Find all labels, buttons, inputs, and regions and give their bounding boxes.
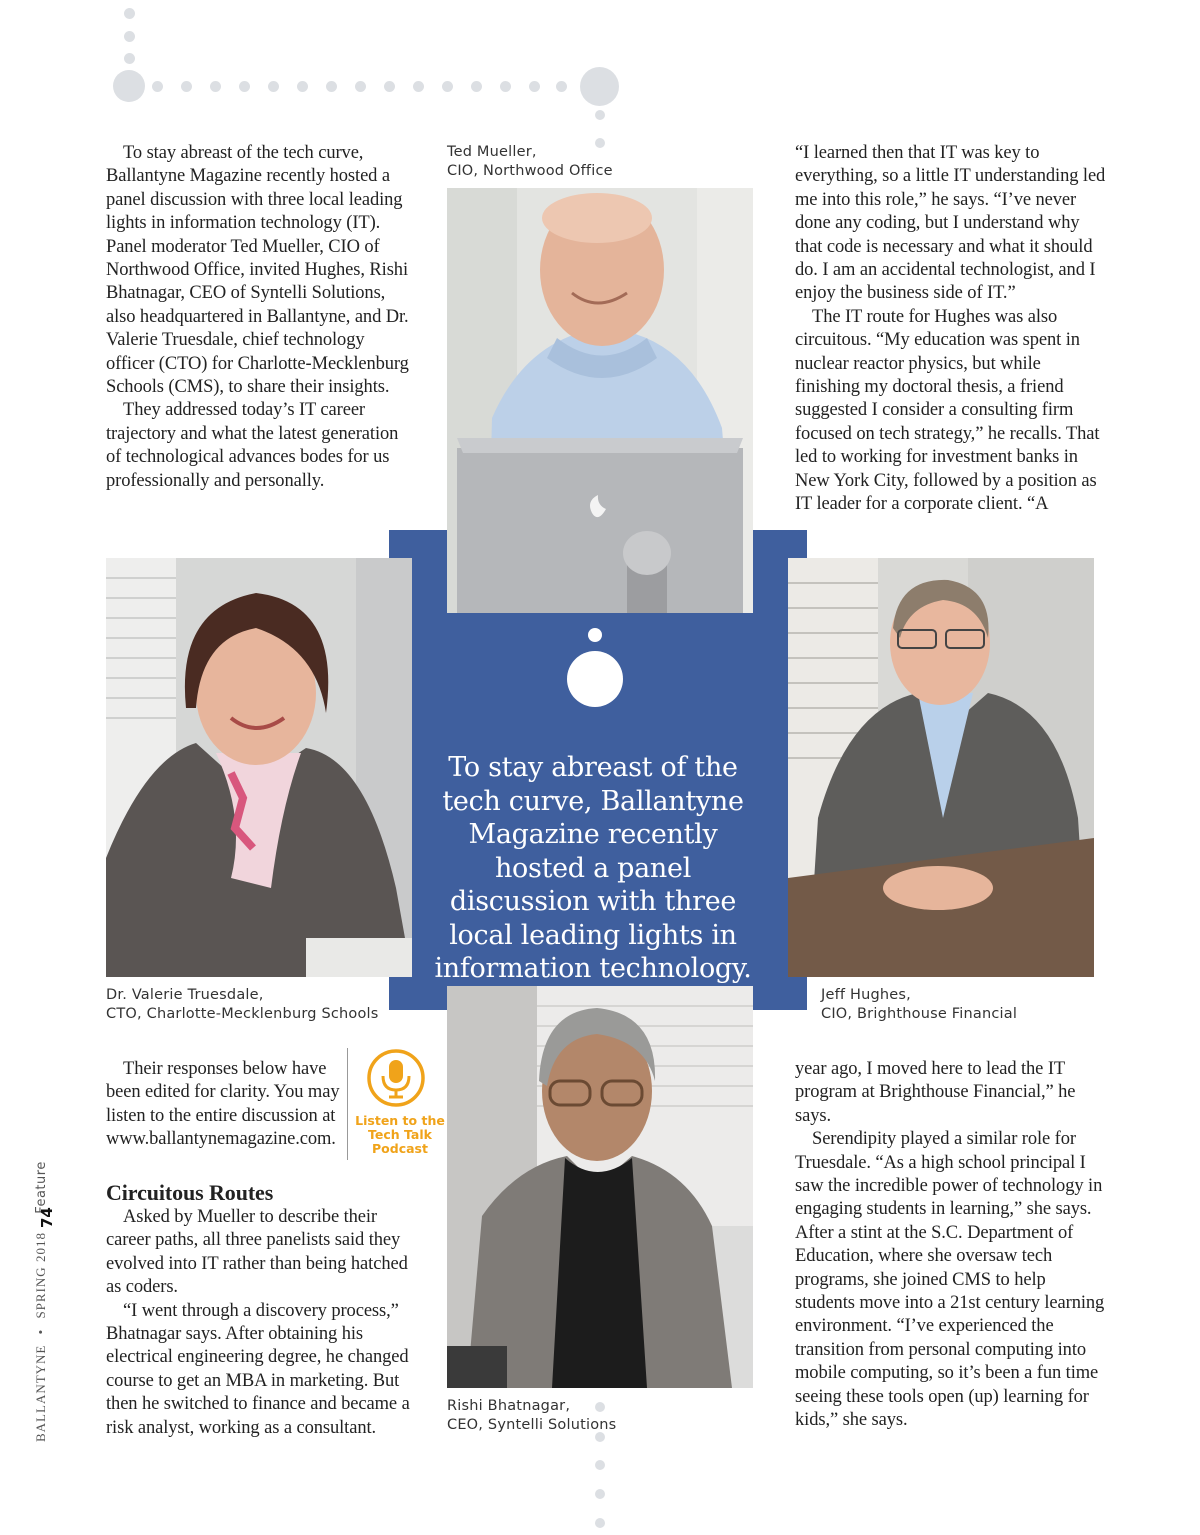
article-paragraph: Serendipity played a similar role for Truesdale. “As a high school principal I saw the incredible power of technology in engaging students in learning,” she says. After a stint at the S.C. Department of Education, where she oversaw tech programs, she joined CMS to help students move into a 21st century learning environment. “I’ve experienced the transition from personal computing into mobile computing, so it’s been a fun time seeing these tools open (up) learning for kids,” she says. <box>795 1129 1105 1431</box>
article-paragraph: Their responses below have been edited for clarity. You may listen to the entire discussion at www.ballantynemagazine.com. <box>106 1059 340 1150</box>
pull-quote: To stay abreast of the tech curve, Ballantyne Magazine recently hosted a panel discussion with three local leading lights in information technology. <box>434 752 752 984</box>
article-paragraph: year ago, I moved here to lead the IT program at Brighthouse Financial,” he says. <box>795 1059 1076 1126</box>
caption-valerie-truesdale <box>106 986 379 1024</box>
caption-title: CTO, Charlotte-Mecklenburg Schools <box>106 1006 379 1022</box>
caption-name: Ted Mueller, <box>447 144 537 160</box>
photo-valerie-truesdale <box>106 558 412 977</box>
caption-name: Rishi Bhatnagar, <box>447 1398 571 1414</box>
intro-paragraph: To stay abreast of the tech curve, Ballantyne Magazine recently hosted a panel discussion with three local leading lights in information technology (IT). Panel moderator Ted Mueller, CIO of Northwood Office, invited Hughes, Rishi Bhatnagar, CEO of Syntelli Solutions, also headquartered in Ballantyne, and Dr. Valerie Truesdale, chief technology officer (CTO) for Charlotte-Mecklenburg Schools (CMS), to share their insights. <box>106 143 409 398</box>
podcast-badge[interactable] <box>347 1048 448 1160</box>
side-folio <box>33 1161 49 1442</box>
intro-paragraph: They addressed today’s IT career trajectory and what the latest generation of technological advances bodes for us professionally and personally. <box>106 400 399 491</box>
quote-dot-small <box>588 628 602 642</box>
left-column-bottom <box>106 1172 424 1440</box>
caption-name: Dr. Valerie Truesdale, <box>106 987 264 1003</box>
section-heading: Circuitous Routes <box>106 1180 274 1205</box>
microphone-icon <box>366 1048 426 1108</box>
magazine-name: BALLANTYNE <box>33 1344 48 1442</box>
photo-jeff-hughes <box>788 558 1094 977</box>
article-paragraph: “I learned then that IT was key to everything, so a little IT understanding led me into this role,” he says. “I’ve never done any coding, but I understand why that code is necessary and what it should do. I am an accidental technologist, and I enjoy the business side of IT.” <box>795 143 1106 304</box>
article-paragraph: “I went through a discovery process,” Bhatnagar says. After obtaining his electrical engineering degree, he changed course to get an MBA in marketing. But then he switched to finance and became a risk analyst, working as a consultant. <box>106 1300 410 1438</box>
photo-ted-mueller <box>447 188 753 613</box>
caption-title: CEO, Syntelli Solutions <box>447 1417 617 1433</box>
article-paragraph: Asked by Mueller to describe their career paths, all three panelists said they evolved into IT rather than being hatched as coders. <box>106 1207 408 1298</box>
issue-label: SPRING 2018 <box>33 1232 48 1319</box>
caption-rishi-bhatnagar <box>447 1397 616 1435</box>
right-column-bottom <box>795 1058 1107 1433</box>
page-number: 74 <box>38 1207 56 1228</box>
caption-ted-mueller <box>447 143 613 181</box>
caption-jeff-hughes <box>821 986 1017 1024</box>
podcast-label[interactable]: Listen to the Tech Talk Podcast <box>355 1113 445 1156</box>
caption-name: Jeff Hughes, <box>821 987 911 1003</box>
caption-title: CIO, Northwood Office <box>447 163 613 179</box>
caption-title: CIO, Brighthouse Financial <box>821 1006 1018 1022</box>
left-column-bottom-intro <box>106 1058 342 1152</box>
quote-dot-large <box>567 651 623 707</box>
section-label: Feature <box>34 1161 49 1214</box>
photo-rishi-bhatnagar <box>447 986 753 1388</box>
article-paragraph: The IT route for Hughes was also circuitous. “My education was spent in nuclear reactor physics, but while finishing my doctoral thesis, a friend suggested I consider a consulting firm focused on tech strategy,” he recalls. That led to working for investment banks in New York City, followed by a position as IT leader for a corporate client. “A <box>795 306 1100 515</box>
intro-column <box>106 142 412 493</box>
right-column-top <box>795 142 1107 517</box>
folio-separator: • <box>33 1328 48 1335</box>
